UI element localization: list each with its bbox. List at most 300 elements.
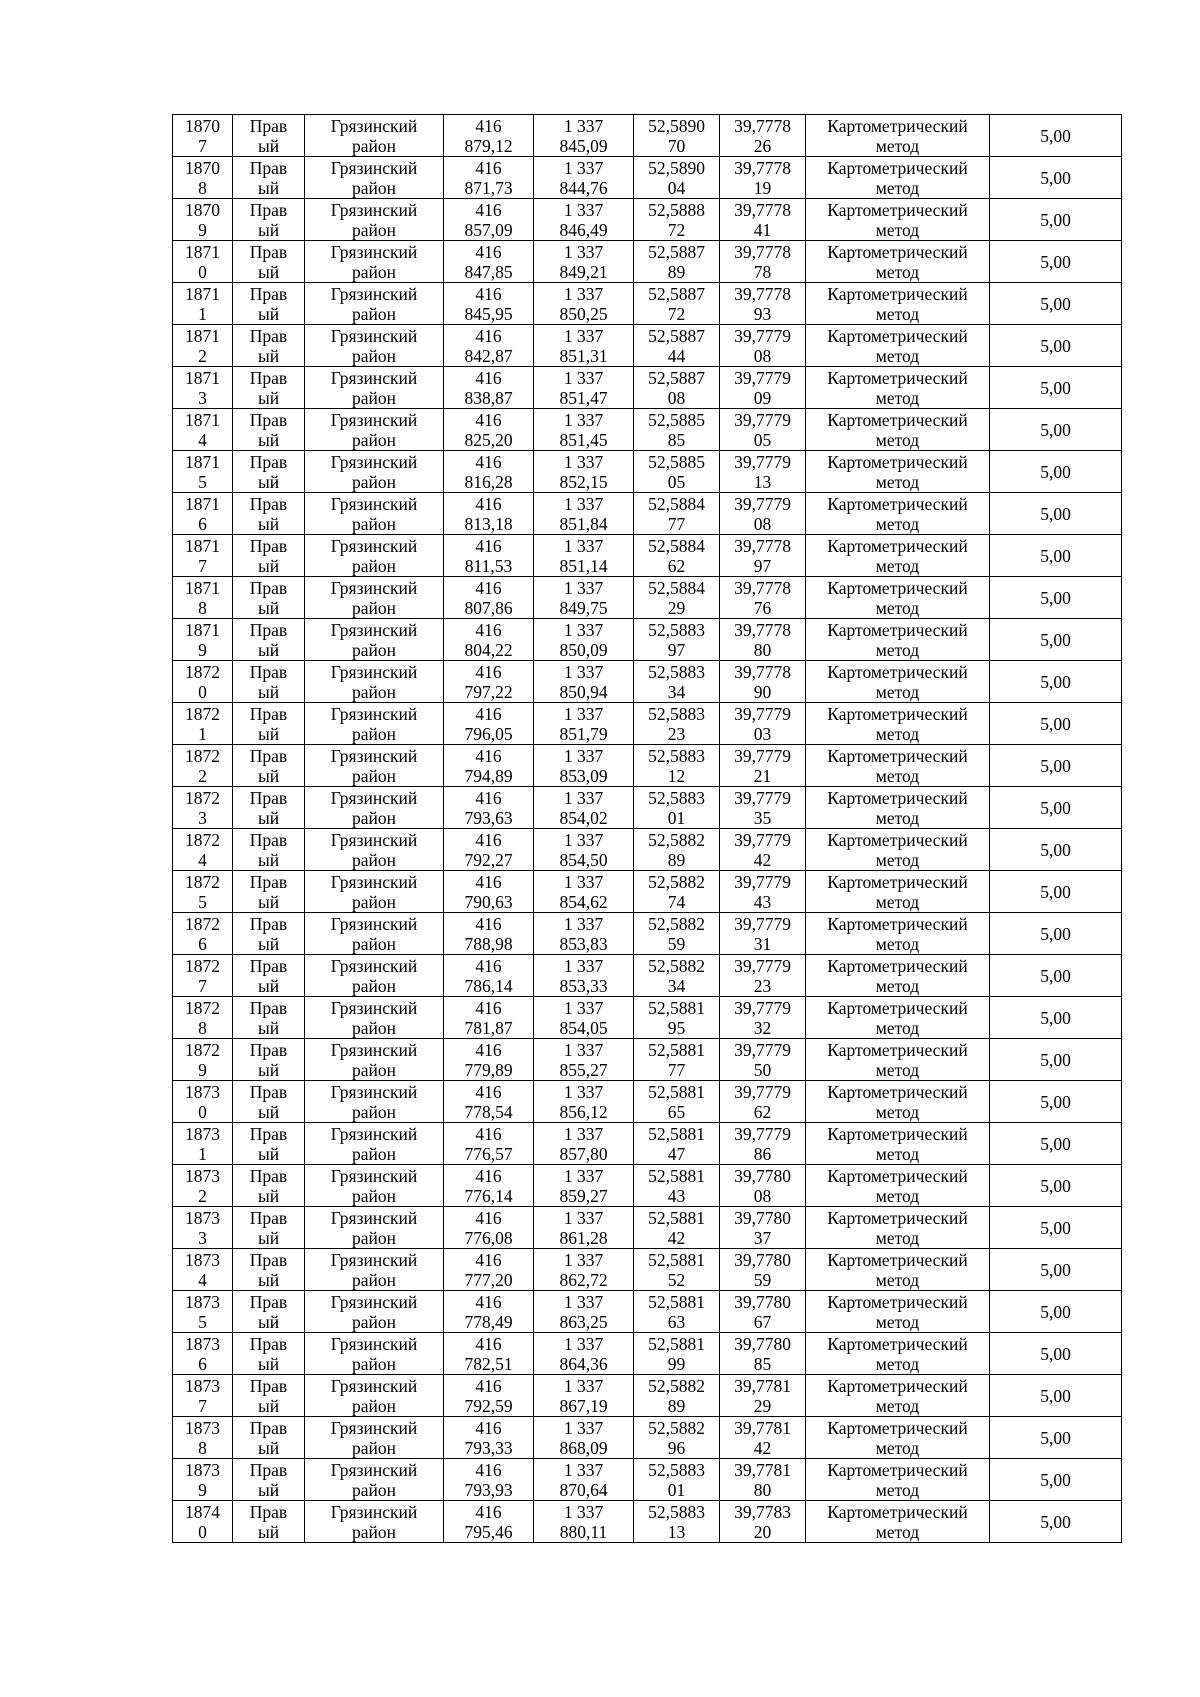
x-coordinate-cell-line: 777,20 <box>464 1269 513 1290</box>
bank-side-cell <box>233 1459 305 1501</box>
precision-cell: 5,00 <box>990 577 1122 619</box>
precision-cell: 5,00 <box>990 1081 1122 1123</box>
district-cell-line: Грязинский <box>330 115 418 136</box>
point-number-cell <box>173 1417 233 1459</box>
district-cell <box>305 619 444 661</box>
latitude-cell <box>634 283 720 325</box>
precision-cell: 5,00 <box>990 199 1122 241</box>
y-coordinate-cell <box>534 157 634 199</box>
point-number-cell <box>173 1207 233 1249</box>
point-number-cell-line: 1872 <box>185 1039 220 1060</box>
method-cell-line: метод <box>875 471 920 492</box>
longitude-cell <box>720 661 806 703</box>
y-coordinate-cell <box>534 283 634 325</box>
latitude-cell-line: 52,5882 <box>648 871 705 892</box>
district-cell <box>305 157 444 199</box>
y-coordinate-cell-line: 853,83 <box>559 933 608 954</box>
precision-cell: 5,00 <box>990 829 1122 871</box>
longitude-cell-line: 19 <box>753 177 772 198</box>
point-number-cell-line: 1873 <box>185 1081 220 1102</box>
method-cell-line: метод <box>875 303 920 324</box>
x-coordinate-cell-line: 416 <box>475 913 502 934</box>
point-number-cell-line: 1872 <box>185 745 220 766</box>
method-cell-line: метод <box>875 513 920 534</box>
point-number-cell-line: 7 <box>198 135 207 156</box>
point-number-cell <box>173 1459 233 1501</box>
table-row <box>173 1123 1122 1165</box>
district-cell-line: Грязинский <box>330 1501 418 1522</box>
district-cell <box>305 955 444 997</box>
latitude-cell-line: 52,5881 <box>648 1291 705 1312</box>
latitude-cell-line: 52,5882 <box>648 829 705 850</box>
district-cell-line: район <box>352 1479 396 1500</box>
method-cell-line: метод <box>875 219 920 240</box>
y-coordinate-cell <box>534 241 634 283</box>
y-coordinate-cell-line: 1 337 <box>563 1039 604 1060</box>
method-cell-line: метод <box>875 1521 920 1542</box>
district-cell <box>305 997 444 1039</box>
x-coordinate-cell <box>444 409 534 451</box>
point-number-cell-line: 2 <box>198 345 207 366</box>
x-coordinate-cell <box>444 577 534 619</box>
y-coordinate-cell-line: 851,45 <box>559 429 608 450</box>
bank-side-cell <box>233 535 305 577</box>
district-cell <box>305 493 444 535</box>
bank-side-cell-line: Прав <box>249 1207 288 1228</box>
district-cell-line: район <box>352 471 396 492</box>
point-number-cell-line: 7 <box>198 975 207 996</box>
district-cell-line: Грязинский <box>330 1165 418 1186</box>
longitude-cell-line: 39,7778 <box>734 199 791 220</box>
latitude-cell-line: 52,5882 <box>648 913 705 934</box>
bank-side-cell-line: Прав <box>249 1291 288 1312</box>
x-coordinate-cell-line: 416 <box>475 535 502 556</box>
latitude-cell-line: 52,5881 <box>648 1207 705 1228</box>
district-cell-line: район <box>352 723 396 744</box>
bank-side-cell <box>233 829 305 871</box>
method-cell-line: метод <box>875 1143 920 1164</box>
point-number-cell-line: 0 <box>198 1521 207 1542</box>
y-coordinate-cell-line: 1 337 <box>563 577 604 598</box>
bank-side-cell-line: ый <box>257 681 280 702</box>
method-cell-line: метод <box>875 1185 920 1206</box>
latitude-cell-line: 72 <box>667 219 686 240</box>
longitude-cell-line: 39,7780 <box>734 1165 791 1186</box>
table-row <box>173 199 1122 241</box>
district-cell <box>305 1249 444 1291</box>
latitude-cell <box>634 1039 720 1081</box>
y-coordinate-cell-line: 1 337 <box>563 1165 604 1186</box>
y-coordinate-cell-line: 849,75 <box>559 597 608 618</box>
latitude-cell-line: 70 <box>667 135 686 156</box>
method-cell-line: метод <box>875 597 920 618</box>
precision-cell: 5,00 <box>990 241 1122 283</box>
bank-side-cell-line: Прав <box>249 577 288 598</box>
precision-cell: 5,00 <box>990 1459 1122 1501</box>
method-cell-line: Картометрический <box>827 493 968 514</box>
method-cell-line: Картометрический <box>827 1417 968 1438</box>
latitude-cell-line: 52,5883 <box>648 619 705 640</box>
x-coordinate-cell <box>444 1333 534 1375</box>
method-cell-line: Картометрический <box>827 451 968 472</box>
method-cell <box>806 745 990 787</box>
district-cell-line: Грязинский <box>330 1291 418 1312</box>
latitude-cell-line: 89 <box>667 1395 686 1416</box>
district-cell-line: район <box>352 849 396 870</box>
longitude-cell <box>720 1123 806 1165</box>
point-number-cell-line: 1870 <box>185 157 220 178</box>
point-number-cell-line: 1870 <box>185 115 220 136</box>
district-cell-line: Грязинский <box>330 1375 418 1396</box>
point-number-cell-line: 2 <box>198 765 207 786</box>
district-cell <box>305 1165 444 1207</box>
longitude-cell-line: 39,7779 <box>734 451 791 472</box>
x-coordinate-cell <box>444 1417 534 1459</box>
longitude-cell-line: 80 <box>753 639 772 660</box>
bank-side-cell <box>233 1123 305 1165</box>
bank-side-cell-line: ый <box>257 807 280 828</box>
x-coordinate-cell <box>444 745 534 787</box>
bank-side-cell-line: Прав <box>249 1123 288 1144</box>
point-number-cell <box>173 745 233 787</box>
longitude-cell <box>720 325 806 367</box>
x-coordinate-cell-line: 857,09 <box>464 219 513 240</box>
district-cell <box>305 871 444 913</box>
y-coordinate-cell-line: 1 337 <box>563 1501 604 1522</box>
table-row <box>173 241 1122 283</box>
bank-side-cell-line: ый <box>257 1395 280 1416</box>
bank-side-cell-line: ый <box>257 261 280 282</box>
latitude-cell-line: 52,5890 <box>648 115 705 136</box>
x-coordinate-cell <box>444 1207 534 1249</box>
district-cell-line: Грязинский <box>330 1333 418 1354</box>
precision-cell: 5,00 <box>990 1207 1122 1249</box>
point-number-cell-line: 9 <box>198 1479 207 1500</box>
precision-cell: 5,00 <box>990 367 1122 409</box>
point-number-cell-line: 1872 <box>185 913 220 934</box>
point-number-cell-line: 1870 <box>185 199 220 220</box>
longitude-cell <box>720 997 806 1039</box>
x-coordinate-cell-line: 782,51 <box>464 1353 513 1374</box>
method-cell-line: Картометрический <box>827 1249 968 1270</box>
point-number-cell <box>173 241 233 283</box>
latitude-cell-line: 89 <box>667 261 686 282</box>
latitude-cell-line: 52,5883 <box>648 703 705 724</box>
point-number-cell-line: 1872 <box>185 997 220 1018</box>
district-cell <box>305 1417 444 1459</box>
method-cell <box>806 1165 990 1207</box>
x-coordinate-cell-line: 779,89 <box>464 1059 513 1080</box>
latitude-cell-line: 52,5883 <box>648 1501 705 1522</box>
district-cell <box>305 1501 444 1543</box>
point-number-cell <box>173 1501 233 1543</box>
district-cell-line: район <box>352 975 396 996</box>
bank-side-cell <box>233 1165 305 1207</box>
district-cell-line: район <box>352 1143 396 1164</box>
longitude-cell-line: 62 <box>753 1101 772 1122</box>
longitude-cell <box>720 1333 806 1375</box>
x-coordinate-cell <box>444 493 534 535</box>
y-coordinate-cell-line: 850,94 <box>559 681 608 702</box>
y-coordinate-cell <box>534 1039 634 1081</box>
district-cell <box>305 745 444 787</box>
district-cell <box>305 829 444 871</box>
x-coordinate-cell-line: 416 <box>475 325 502 346</box>
point-number-cell-line: 1871 <box>185 241 220 262</box>
method-cell-line: Картометрический <box>827 1165 968 1186</box>
longitude-cell-line: 39,7778 <box>734 619 791 640</box>
x-coordinate-cell <box>444 1291 534 1333</box>
latitude-cell-line: 59 <box>667 933 686 954</box>
point-number-cell <box>173 493 233 535</box>
y-coordinate-cell-line: 1 337 <box>563 115 604 136</box>
precision-cell: 5,00 <box>990 409 1122 451</box>
district-cell-line: Грязинский <box>330 451 418 472</box>
latitude-cell-line: 23 <box>667 723 686 744</box>
longitude-cell-line: 39,7779 <box>734 367 791 388</box>
latitude-cell <box>634 661 720 703</box>
district-cell-line: Грязинский <box>330 1249 418 1270</box>
bank-side-cell-line: ый <box>257 1227 280 1248</box>
method-cell-line: Картометрический <box>827 997 968 1018</box>
bank-side-cell-line: ый <box>257 513 280 534</box>
x-coordinate-cell <box>444 661 534 703</box>
bank-side-cell-line: ый <box>257 891 280 912</box>
y-coordinate-cell-line: 1 337 <box>563 157 604 178</box>
district-cell-line: район <box>352 933 396 954</box>
longitude-cell-line: 35 <box>753 807 772 828</box>
latitude-cell-line: 08 <box>667 387 686 408</box>
longitude-cell-line: 39,7780 <box>734 1291 791 1312</box>
latitude-cell <box>634 1501 720 1543</box>
x-coordinate-cell-line: 794,89 <box>464 765 513 786</box>
method-cell <box>806 451 990 493</box>
latitude-cell-line: 52,5883 <box>648 1459 705 1480</box>
bank-side-cell-line: Прав <box>249 955 288 976</box>
method-cell-line: метод <box>875 1269 920 1290</box>
bank-side-cell-line: Прав <box>249 451 288 472</box>
longitude-cell-line: 39,7783 <box>734 1501 791 1522</box>
y-coordinate-cell-line: 862,72 <box>559 1269 608 1290</box>
precision-cell: 5,00 <box>990 451 1122 493</box>
y-coordinate-cell-line: 850,25 <box>559 303 608 324</box>
x-coordinate-cell <box>444 703 534 745</box>
y-coordinate-cell-line: 1 337 <box>563 703 604 724</box>
district-cell <box>305 661 444 703</box>
table-row <box>173 619 1122 661</box>
y-coordinate-cell-line: 851,84 <box>559 513 608 534</box>
point-number-cell-line: 1873 <box>185 1333 220 1354</box>
latitude-cell-line: 85 <box>667 429 686 450</box>
bank-side-cell-line: Прав <box>249 283 288 304</box>
x-coordinate-cell-line: 416 <box>475 787 502 808</box>
method-cell-line: метод <box>875 429 920 450</box>
x-coordinate-cell-line: 416 <box>475 1165 502 1186</box>
y-coordinate-cell-line: 845,09 <box>559 135 608 156</box>
district-cell-line: район <box>352 765 396 786</box>
x-coordinate-cell-line: 838,87 <box>464 387 513 408</box>
bank-side-cell-line: ый <box>257 1269 280 1290</box>
bank-side-cell-line: ый <box>257 933 280 954</box>
y-coordinate-cell-line: 880,11 <box>559 1521 608 1542</box>
latitude-cell <box>634 703 720 745</box>
longitude-cell-line: 29 <box>753 1395 772 1416</box>
district-cell <box>305 535 444 577</box>
district-cell <box>305 451 444 493</box>
y-coordinate-cell-line: 854,62 <box>559 891 608 912</box>
district-cell <box>305 1207 444 1249</box>
point-number-cell-line: 8 <box>198 1437 207 1458</box>
x-coordinate-cell <box>444 829 534 871</box>
method-cell-line: Картометрический <box>827 913 968 934</box>
y-coordinate-cell <box>534 997 634 1039</box>
longitude-cell-line: 59 <box>753 1269 772 1290</box>
method-cell <box>806 1375 990 1417</box>
district-cell <box>305 1039 444 1081</box>
latitude-cell-line: 52,5882 <box>648 1417 705 1438</box>
method-cell <box>806 1417 990 1459</box>
y-coordinate-cell <box>534 1333 634 1375</box>
longitude-cell-line: 08 <box>753 345 772 366</box>
method-cell <box>806 871 990 913</box>
point-number-cell <box>173 619 233 661</box>
latitude-cell-line: 52,5885 <box>648 409 705 430</box>
method-cell <box>806 703 990 745</box>
precision-cell: 5,00 <box>990 493 1122 535</box>
y-coordinate-cell-line: 1 337 <box>563 367 604 388</box>
precision-cell: 5,00 <box>990 325 1122 367</box>
latitude-cell-line: 77 <box>667 513 686 534</box>
latitude-cell-line: 62 <box>667 555 686 576</box>
y-coordinate-cell <box>534 535 634 577</box>
y-coordinate-cell-line: 849,21 <box>559 261 608 282</box>
method-cell <box>806 955 990 997</box>
y-coordinate-cell-line: 851,31 <box>559 345 608 366</box>
district-cell-line: Грязинский <box>330 829 418 850</box>
longitude-cell-line: 23 <box>753 975 772 996</box>
point-number-cell-line: 1871 <box>185 451 220 472</box>
latitude-cell-line: 52,5881 <box>648 1165 705 1186</box>
longitude-cell <box>720 619 806 661</box>
method-cell <box>806 1249 990 1291</box>
y-coordinate-cell <box>534 1291 634 1333</box>
point-number-cell-line: 6 <box>198 1353 207 1374</box>
longitude-cell <box>720 1249 806 1291</box>
precision-cell: 5,00 <box>990 1375 1122 1417</box>
y-coordinate-cell-line: 1 337 <box>563 997 604 1018</box>
method-cell-line: метод <box>875 1227 920 1248</box>
table-row <box>173 1291 1122 1333</box>
x-coordinate-cell-line: 416 <box>475 115 502 136</box>
longitude-cell <box>720 241 806 283</box>
point-number-cell <box>173 409 233 451</box>
point-number-cell-line: 5 <box>198 1311 207 1332</box>
y-coordinate-cell-line: 846,49 <box>559 219 608 240</box>
point-number-cell <box>173 1291 233 1333</box>
x-coordinate-cell <box>444 1501 534 1543</box>
latitude-cell-line: 52,5888 <box>648 199 705 220</box>
district-cell <box>305 1375 444 1417</box>
bank-side-cell <box>233 1207 305 1249</box>
latitude-cell <box>634 157 720 199</box>
latitude-cell-line: 52,5881 <box>648 1039 705 1060</box>
x-coordinate-cell <box>444 1375 534 1417</box>
latitude-cell-line: 52,5881 <box>648 1333 705 1354</box>
precision-cell: 5,00 <box>990 1333 1122 1375</box>
district-cell-line: Грязинский <box>330 241 418 262</box>
bank-side-cell <box>233 997 305 1039</box>
bank-side-cell-line: Прав <box>249 493 288 514</box>
x-coordinate-cell-line: 416 <box>475 283 502 304</box>
longitude-cell-line: 42 <box>753 1437 772 1458</box>
point-number-cell-line: 1872 <box>185 829 220 850</box>
y-coordinate-cell-line: 1 337 <box>563 1207 604 1228</box>
y-coordinate-cell-line: 853,09 <box>559 765 608 786</box>
latitude-cell-line: 52,5881 <box>648 997 705 1018</box>
x-coordinate-cell-line: 416 <box>475 451 502 472</box>
x-coordinate-cell-line: 879,12 <box>464 135 513 156</box>
precision-cell: 5,00 <box>990 1165 1122 1207</box>
table-row <box>173 493 1122 535</box>
longitude-cell-line: 08 <box>753 513 772 534</box>
latitude-cell-line: 52,5881 <box>648 1249 705 1270</box>
y-coordinate-cell <box>534 1123 634 1165</box>
district-cell-line: район <box>352 891 396 912</box>
y-coordinate-cell-line: 855,27 <box>559 1059 608 1080</box>
district-cell-line: район <box>352 1017 396 1038</box>
table-row <box>173 871 1122 913</box>
x-coordinate-cell-line: 792,27 <box>464 849 513 870</box>
bank-side-cell <box>233 367 305 409</box>
latitude-cell <box>634 619 720 661</box>
x-coordinate-cell-line: 813,18 <box>464 513 513 534</box>
longitude-cell-line: 09 <box>753 387 772 408</box>
point-number-cell-line: 7 <box>198 1395 207 1416</box>
y-coordinate-cell-line: 844,76 <box>559 177 608 198</box>
x-coordinate-cell-line: 416 <box>475 1417 502 1438</box>
method-cell-line: Картометрический <box>827 1123 968 1144</box>
bank-side-cell-line: Прав <box>249 1039 288 1060</box>
method-cell <box>806 1459 990 1501</box>
method-cell-line: метод <box>875 1437 920 1458</box>
latitude-cell-line: 65 <box>667 1101 686 1122</box>
district-cell-line: Грязинский <box>330 1123 418 1144</box>
x-coordinate-cell-line: 825,20 <box>464 429 513 450</box>
point-number-cell-line: 1873 <box>185 1417 220 1438</box>
bank-side-cell-line: ый <box>257 387 280 408</box>
x-coordinate-cell <box>444 283 534 325</box>
method-cell <box>806 367 990 409</box>
longitude-cell-line: 67 <box>753 1311 772 1332</box>
latitude-cell-line: 42 <box>667 1227 686 1248</box>
bank-side-cell-line: Прав <box>249 871 288 892</box>
point-number-cell-line: 2 <box>198 1185 207 1206</box>
district-cell-line: Грязинский <box>330 1081 418 1102</box>
method-cell-line: Картометрический <box>827 1459 968 1480</box>
bank-side-cell <box>233 199 305 241</box>
bank-side-cell <box>233 1417 305 1459</box>
point-number-cell <box>173 871 233 913</box>
latitude-cell <box>634 1207 720 1249</box>
y-coordinate-cell <box>534 661 634 703</box>
x-coordinate-cell-line: 778,49 <box>464 1311 513 1332</box>
x-coordinate-cell-line: 416 <box>475 577 502 598</box>
longitude-cell-line: 37 <box>753 1227 772 1248</box>
y-coordinate-cell-line: 1 337 <box>563 1375 604 1396</box>
bank-side-cell-line: ый <box>257 639 280 660</box>
point-number-cell <box>173 451 233 493</box>
bank-side-cell-line: ый <box>257 135 280 156</box>
